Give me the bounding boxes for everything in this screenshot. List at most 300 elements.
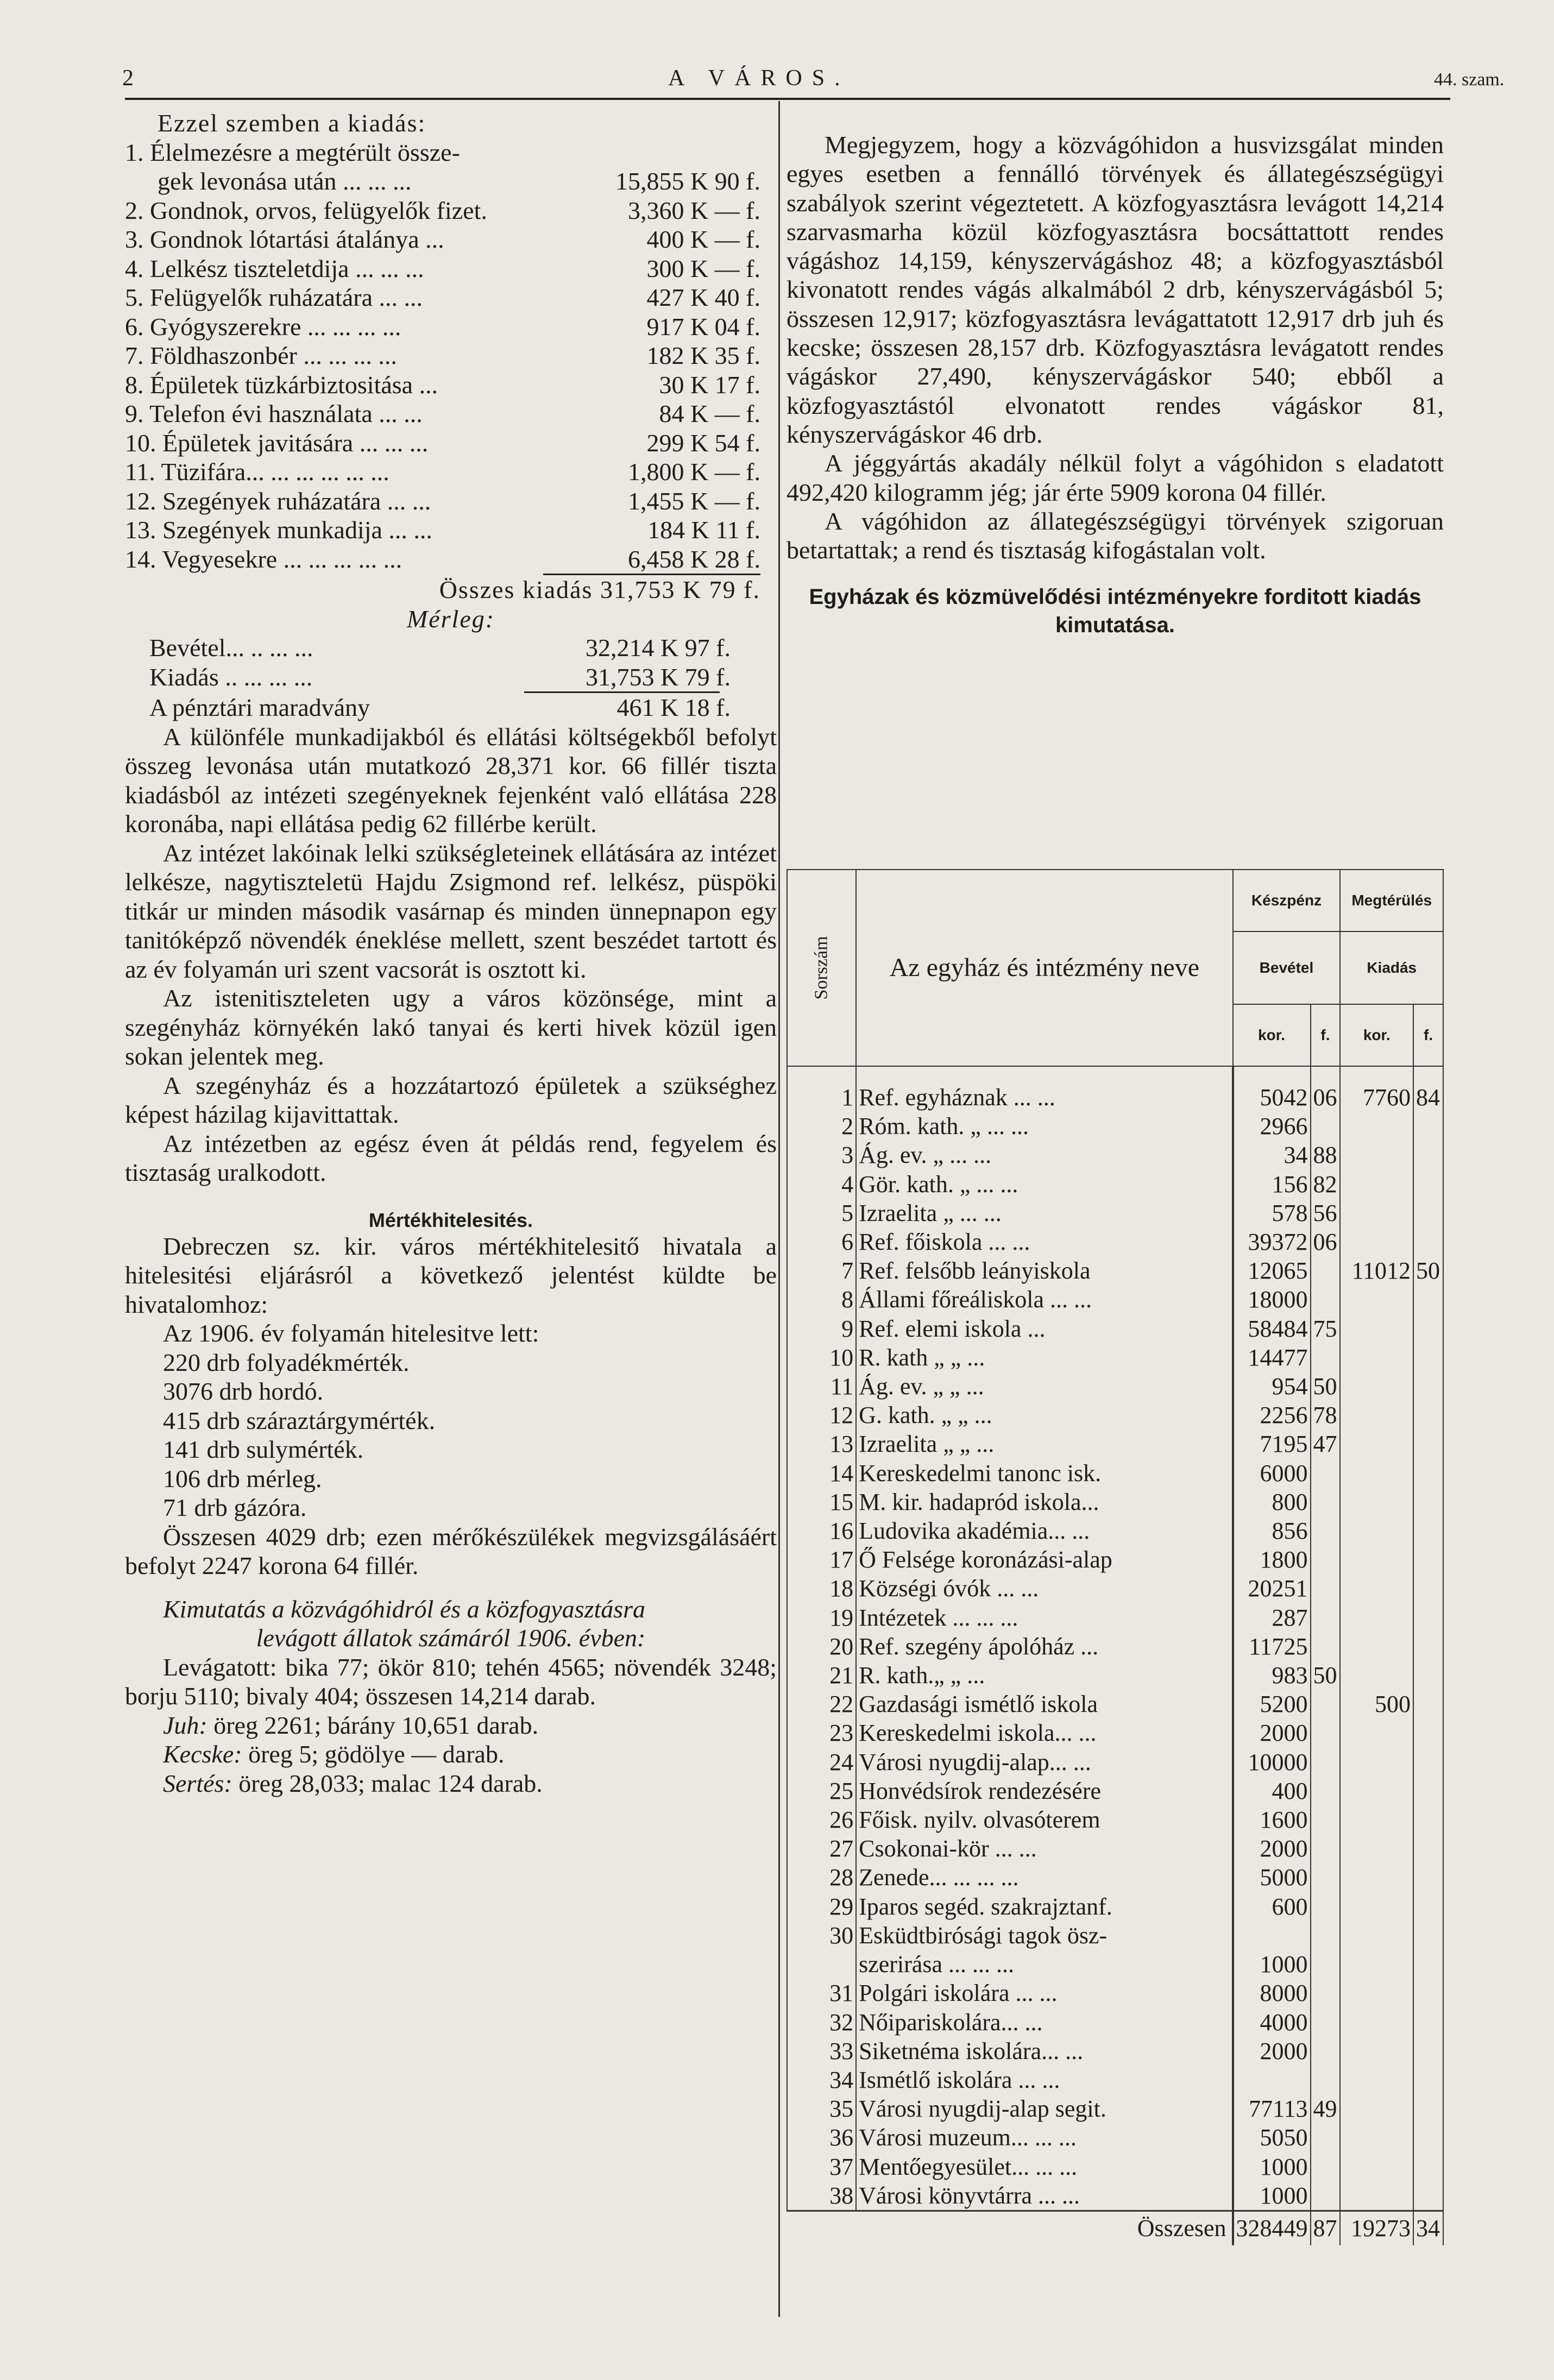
row-expense-kor bbox=[1340, 1372, 1413, 1401]
row-expense-kor bbox=[1340, 2008, 1413, 2037]
row-expense-kor bbox=[1340, 1430, 1413, 1458]
expense-label-cell bbox=[125, 225, 554, 254]
goat-text: öreg 5; gödölye — darab. bbox=[248, 1740, 505, 1768]
expense-label: Élelmezésre a megtérült össze- bbox=[150, 138, 460, 166]
row-expense-kor bbox=[1340, 1748, 1413, 1777]
row-number: 31 bbox=[787, 1979, 856, 2007]
table-row bbox=[787, 1170, 1443, 1199]
expense-row bbox=[125, 487, 777, 516]
row-expense-kor bbox=[1340, 1892, 1413, 1921]
balance-title: Mérleg: bbox=[406, 605, 495, 633]
row-expense-kor bbox=[1340, 1863, 1413, 1892]
row-name: Izraelita „ ... ... bbox=[856, 1199, 1232, 1227]
paragraph-slaughter: Levágatott: bika 77; ökör 810; tehén 4565; növendék 3248; borju 5110; bivaly 404; összesen 14,214 darab. bbox=[125, 1653, 777, 1710]
row-name: Városi könyvtárra ... ... bbox=[856, 2181, 1232, 2211]
expense-amount: 427 K 40 f. bbox=[646, 284, 760, 311]
row-expense-kor bbox=[1340, 1516, 1413, 1545]
row-expense-kor bbox=[1340, 2094, 1413, 2123]
row-expense-f bbox=[1413, 1718, 1443, 1747]
row-expense-kor: 500 bbox=[1340, 1690, 1413, 1718]
row-income-f bbox=[1311, 1863, 1341, 1892]
column-divider bbox=[778, 101, 780, 2317]
row-income-f: 50 bbox=[1311, 1372, 1341, 1401]
row-income-f bbox=[1311, 2037, 1341, 2066]
expense-number: 13. bbox=[125, 516, 156, 544]
expense-row bbox=[125, 312, 777, 342]
row-expense-f bbox=[1413, 1227, 1443, 1256]
total-expense-f: 34 bbox=[1413, 2211, 1443, 2245]
table-row bbox=[787, 1805, 1443, 1834]
expense-label-cell bbox=[125, 545, 554, 574]
row-income-f bbox=[1311, 1921, 1341, 1950]
row-number: 14 bbox=[787, 1459, 856, 1488]
row-income-kor: 12065 bbox=[1233, 1256, 1311, 1285]
row-expense-f bbox=[1413, 1950, 1443, 1979]
row-income-kor: 983 bbox=[1233, 1661, 1311, 1690]
row-income-kor: 800 bbox=[1233, 1488, 1311, 1516]
row-expense-kor bbox=[1340, 1545, 1413, 1574]
row-name: Siketnéma iskolára... ... bbox=[856, 2037, 1232, 2066]
table-row bbox=[787, 1863, 1443, 1892]
measure-item: 106 drb mérleg. bbox=[163, 1464, 322, 1493]
row-number: 15 bbox=[787, 1488, 856, 1516]
row-expense-kor: 7760 bbox=[1340, 1066, 1413, 1112]
measure-item: 71 drb gázóra. bbox=[163, 1494, 307, 1521]
pig-label: Sertés: bbox=[163, 1769, 232, 1797]
row-expense-kor bbox=[1340, 2066, 1413, 2094]
section-title-measures: Mértékhitelesités. bbox=[368, 1208, 533, 1231]
paragraph-inspection: Megjegyzem, hogy a közvágóhidon a husvizsgálat minden egyes esetben a fennálló törvények és állategészségügyi szabályok szerint végeztetett. A közfogyasztásra levágott 14,214 szarvasmarha közül közfogyasztásra bocsáttattott rendes vágáshoz 14,159, kényszervágáshoz 48; a közfogyasztásból kivonatott rendes vágás alkalmából 2 drb, kényszervágásból 5; összesen 12,917; közfogyasztásra levágattatott 12,917 drb juh és kecske; összesen 28,157 drb. Közfogyasztásra levágatott rendes vágáskor 27,490, kényszervágáskor 540; ebből a közfogyasztástól elvonatott rendes vágáskor 81, kényszervágáskor 46 drb. bbox=[787, 131, 1444, 448]
expense-row bbox=[125, 254, 777, 284]
expense-row bbox=[125, 225, 777, 254]
row-name: Honvédsírok rendezésére bbox=[856, 1777, 1232, 1805]
row-income-kor: 2000 bbox=[1233, 1718, 1311, 1747]
expense-amount: 1,455 K — f. bbox=[627, 487, 760, 515]
expense-number: 14. bbox=[125, 545, 156, 573]
expense-amount: 31,753 K 79 f. bbox=[585, 663, 731, 691]
row-income-kor: 18000 bbox=[1233, 1285, 1311, 1314]
expense-row bbox=[125, 429, 777, 458]
table-total-row bbox=[787, 2211, 1443, 2245]
row-income-f bbox=[1311, 1950, 1341, 1979]
expenses-total: Összes kiadás 31,753 K 79 f. bbox=[439, 576, 760, 603]
expense-label: Lelkész tiszteletdija ... ... ... bbox=[150, 254, 424, 282]
row-number: 24 bbox=[787, 1748, 856, 1777]
row-income-f bbox=[1311, 1488, 1341, 1516]
row-expense-kor bbox=[1340, 1979, 1413, 2007]
total-income-f: 87 bbox=[1311, 2211, 1341, 2245]
row-expense-f bbox=[1413, 1459, 1443, 1488]
table-row bbox=[787, 1488, 1443, 1516]
row-name: Polgári iskolára ... ... bbox=[856, 1979, 1232, 2007]
table-row bbox=[787, 1690, 1443, 1718]
sheep-label: Juh: bbox=[163, 1711, 207, 1739]
expense-label: Épületek tüzkárbiztositása ... bbox=[150, 370, 438, 399]
row-expense-f bbox=[1413, 1488, 1443, 1516]
table-row bbox=[787, 1372, 1443, 1401]
row-expense-f bbox=[1413, 1372, 1443, 1401]
row-name: Ág. ev. „ ... ... bbox=[856, 1141, 1232, 1169]
row-name: Állami főreáliskola ... ... bbox=[856, 1285, 1232, 1314]
row-income-f bbox=[1311, 1892, 1341, 1921]
col-group-refund: Megtérülés bbox=[1340, 870, 1443, 931]
table-row bbox=[787, 1343, 1443, 1372]
row-name: Ref. felsőbb leányiskola bbox=[856, 1256, 1232, 1285]
row-number: 22 bbox=[787, 1690, 856, 1718]
row-name: Mentőegyesület... ... ... bbox=[856, 2152, 1232, 2181]
expense-number: 8. bbox=[125, 370, 144, 399]
row-expense-f bbox=[1413, 1661, 1443, 1690]
table-row bbox=[787, 2094, 1443, 2123]
row-expense-kor: 11012 bbox=[1340, 1256, 1413, 1285]
table-row bbox=[787, 1950, 1443, 1979]
paragraph-year: Az 1906. év folyamán hitelesitve lett: bbox=[163, 1319, 539, 1347]
page-number: 2 bbox=[122, 66, 134, 91]
row-expense-f bbox=[1413, 1979, 1443, 2007]
row-number: 1 bbox=[787, 1066, 856, 1112]
row-name: Ismétlő iskolára ... ... bbox=[856, 2066, 1232, 2094]
stats-title-line-2: levágott állatok számáról 1906. évben: bbox=[256, 1624, 646, 1652]
row-expense-kor bbox=[1340, 1921, 1413, 1950]
row-name: Városi nyugdij-alap segit. bbox=[856, 2094, 1232, 2123]
row-expense-f bbox=[1413, 1863, 1443, 1892]
expense-list bbox=[125, 138, 777, 574]
row-number: 18 bbox=[787, 1574, 856, 1603]
col-header-income: Bevétel bbox=[1233, 931, 1341, 1004]
row-name: Főisk. nyilv. olvasóterem bbox=[856, 1805, 1232, 1834]
table-row bbox=[787, 1632, 1443, 1661]
row-income-f: 47 bbox=[1311, 1430, 1341, 1458]
row-name: Ref. szegény ápolóház ... bbox=[856, 1632, 1232, 1661]
row-name: Zenede... ... ... ... bbox=[856, 1863, 1232, 1892]
row-name: Gör. kath. „ ... ... bbox=[856, 1170, 1232, 1199]
row-expense-f bbox=[1413, 1343, 1443, 1372]
total-label: Összesen bbox=[787, 2211, 1233, 2245]
row-income-kor: 20251 bbox=[1233, 1574, 1311, 1603]
row-income-f: 82 bbox=[1311, 1170, 1341, 1199]
expense-amount: 6,458 K 28 f. bbox=[627, 545, 760, 573]
row-expense-kor bbox=[1340, 1112, 1413, 1141]
row-number: 11 bbox=[787, 1372, 856, 1401]
row-number: 38 bbox=[787, 2181, 856, 2211]
row-income-f bbox=[1311, 2066, 1341, 2094]
row-expense-kor bbox=[1340, 1603, 1413, 1632]
row-income-kor: 954 bbox=[1233, 1372, 1311, 1401]
row-expense-kor bbox=[1340, 1285, 1413, 1314]
row-expense-f bbox=[1413, 1777, 1443, 1805]
row-expense-kor bbox=[1340, 1343, 1413, 1372]
expense-label: Gondnok, orvos, felügyelők fizet. bbox=[150, 196, 487, 224]
unit-kor-1: kor. bbox=[1233, 1004, 1311, 1066]
table-row bbox=[787, 2008, 1443, 2037]
row-number: 13 bbox=[787, 1430, 856, 1458]
row-income-kor: 1000 bbox=[1233, 2181, 1311, 2211]
row-income-kor: 287 bbox=[1233, 1603, 1311, 1632]
row-expense-kor bbox=[1340, 1199, 1413, 1227]
row-expense-f bbox=[1413, 1285, 1443, 1314]
row-expense-f bbox=[1413, 2152, 1443, 2181]
row-expense-f bbox=[1413, 1314, 1443, 1343]
row-expense-kor bbox=[1340, 1170, 1413, 1199]
measure-item: 3076 drb hordó. bbox=[163, 1377, 324, 1405]
row-expense-f bbox=[1413, 1574, 1443, 1603]
row-income-kor: 2000 bbox=[1233, 2037, 1311, 2066]
table-row bbox=[787, 1430, 1443, 1458]
row-number: 23 bbox=[787, 1718, 856, 1747]
table-row bbox=[787, 1718, 1443, 1747]
paragraph-services: Az istenitiszteleten ugy a város közönsége, mint a szegényház környékén lakó tanyai és kerti hivek közül igen sokan jelentek meg. bbox=[125, 984, 777, 1070]
row-income-kor: 5042 bbox=[1233, 1066, 1311, 1112]
col-group-cash: Készpénz bbox=[1233, 870, 1341, 931]
row-income-kor: 2000 bbox=[1233, 1834, 1311, 1863]
row-number: 3 bbox=[787, 1141, 856, 1169]
row-number: 19 bbox=[787, 1603, 856, 1632]
expense-number: 7. bbox=[125, 342, 144, 369]
table-row bbox=[787, 1285, 1443, 1314]
row-expense-f bbox=[1413, 1401, 1443, 1430]
row-income-kor: 156 bbox=[1233, 1170, 1311, 1199]
row-income-kor: 4000 bbox=[1233, 2008, 1311, 2037]
table-title: Egyházak és közmüvelődési intézményekre forditott kiadás kimutatása. bbox=[809, 585, 1421, 638]
expense-amount: 15,855 K 90 f. bbox=[615, 167, 760, 195]
expense-amount: 299 K 54 f. bbox=[646, 429, 760, 457]
row-number: 20 bbox=[787, 1632, 856, 1661]
row-income-kor: 400 bbox=[1233, 1777, 1311, 1805]
row-expense-kor bbox=[1340, 1314, 1413, 1343]
row-expense-kor bbox=[1340, 1488, 1413, 1516]
row-number: 12 bbox=[787, 1401, 856, 1430]
expense-label: Földhaszonbér ... ... ... ... bbox=[150, 342, 397, 369]
goat-label: Kecske: bbox=[163, 1740, 242, 1768]
row-number: 25 bbox=[787, 1777, 856, 1805]
expense-number: 12. bbox=[125, 487, 156, 515]
expense-label: Épületek javitására ... ... ... bbox=[162, 429, 429, 457]
row-number: 16 bbox=[787, 1516, 856, 1545]
expense-row bbox=[125, 341, 777, 370]
sheep-text: öreg 2261; bárány 10,651 darab. bbox=[213, 1711, 539, 1739]
row-number: 35 bbox=[787, 2094, 856, 2123]
expense-label: Szegények munkadija ... ... bbox=[162, 516, 432, 544]
expense-amount: 400 K — f. bbox=[646, 225, 760, 253]
row-number: 4 bbox=[787, 1170, 856, 1199]
row-income-kor: 34 bbox=[1233, 1141, 1311, 1169]
balance-expense-row bbox=[125, 663, 777, 692]
remainder-label: A pénztári maradvány bbox=[149, 694, 370, 721]
measure-item: 141 drb sulymérték. bbox=[163, 1435, 364, 1463]
table-row bbox=[787, 1516, 1443, 1545]
row-number: 34 bbox=[787, 2066, 856, 2094]
row-number: 5 bbox=[787, 1199, 856, 1227]
row-income-f bbox=[1311, 1574, 1341, 1603]
row-expense-f bbox=[1413, 2094, 1443, 2123]
row-income-kor: 10000 bbox=[1233, 1748, 1311, 1777]
row-number: 29 bbox=[787, 1892, 856, 1921]
row-name: Kereskedelmi tanonc isk. bbox=[856, 1459, 1232, 1488]
row-name: Nőipariskolára... ... bbox=[856, 2008, 1232, 2037]
expense-label-cell bbox=[125, 283, 554, 312]
expense-row bbox=[125, 167, 777, 196]
table-row bbox=[787, 1314, 1443, 1343]
expense-label: Vegyesekre ... ... ... ... ... bbox=[162, 545, 402, 573]
row-number: 8 bbox=[787, 1285, 856, 1314]
expense-label-cell bbox=[125, 370, 554, 400]
balance-income-row bbox=[125, 633, 777, 663]
row-expense-f bbox=[1413, 1603, 1443, 1632]
row-income-f bbox=[1311, 1459, 1341, 1488]
row-expense-kor bbox=[1340, 1141, 1413, 1169]
row-income-f bbox=[1311, 2008, 1341, 2037]
expense-number: 3. bbox=[125, 225, 144, 253]
table-row bbox=[787, 2152, 1443, 2181]
expense-number: 2. bbox=[125, 196, 144, 224]
row-income-f: 88 bbox=[1311, 1141, 1341, 1169]
row-expense-kor bbox=[1340, 2123, 1413, 2152]
row-income-kor: 14477 bbox=[1233, 1343, 1311, 1372]
table-row bbox=[787, 1834, 1443, 1863]
row-number bbox=[787, 1950, 856, 1979]
expense-first-line bbox=[125, 138, 777, 167]
expense-label-continued: gek levonása után ... ... ... bbox=[158, 167, 412, 195]
table-row bbox=[787, 1401, 1443, 1430]
row-number: 10 bbox=[787, 1343, 856, 1372]
table-row bbox=[787, 2181, 1443, 2211]
expense-label: Telefon évi használata ... ... bbox=[149, 400, 423, 427]
table-row bbox=[787, 1256, 1443, 1285]
row-number: 9 bbox=[787, 1314, 856, 1343]
table-row bbox=[787, 1603, 1443, 1632]
row-number: 27 bbox=[787, 1834, 856, 1863]
expense-row bbox=[125, 196, 777, 225]
table-row bbox=[787, 1574, 1443, 1603]
row-name: Ág. ev. „ „ ... bbox=[856, 1372, 1232, 1401]
row-income-f: 75 bbox=[1311, 1314, 1341, 1343]
goat-line bbox=[125, 1740, 777, 1769]
row-name: G. kath. „ „ ... bbox=[856, 1401, 1232, 1430]
paragraph-ice: A jéggyártás akadály nélkül folyt a vágóhidon s eladatott 492,420 kilogramm jég; jár érte 5909 korona 04 fillér. bbox=[787, 449, 1444, 506]
row-name: Gazdasági ismétlő iskola bbox=[856, 1690, 1232, 1718]
expense-number: 9. bbox=[125, 400, 144, 427]
expense-number: 5. bbox=[125, 284, 144, 311]
row-number: 37 bbox=[787, 2152, 856, 2181]
stats-title-line-1: Kimutatás a közvágóhidról és a közfogyasztásra bbox=[163, 1595, 646, 1623]
row-expense-f bbox=[1413, 1834, 1443, 1863]
expense-label: Gyógyszerekre ... ... ... ... bbox=[150, 312, 401, 341]
col-header-expense: Kiadás bbox=[1340, 931, 1443, 1004]
expense-label: Felügyelők ruházatára ... ... bbox=[150, 284, 423, 311]
row-income-kor: 578 bbox=[1233, 1199, 1311, 1227]
row-name: Csokonai-kör ... ... bbox=[856, 1834, 1232, 1863]
row-name: Ő Felsége koronázási-alap bbox=[856, 1545, 1232, 1574]
row-income-kor: 1800 bbox=[1233, 1545, 1311, 1574]
expense-label-cell bbox=[125, 196, 554, 225]
row-expense-f bbox=[1413, 2066, 1443, 2094]
row-expense-f bbox=[1413, 2037, 1443, 2066]
row-income-f bbox=[1311, 1516, 1341, 1545]
expense-label-cell bbox=[125, 254, 554, 284]
expense-label: Kiadás .. ... ... ... bbox=[149, 663, 313, 691]
row-income-f bbox=[1311, 1632, 1341, 1661]
row-income-kor: 39372 bbox=[1233, 1227, 1311, 1256]
measure-item: 415 drb száraztárgymérték. bbox=[163, 1406, 436, 1434]
row-income-kor: 2256 bbox=[1233, 1401, 1311, 1430]
expense-amount: 84 K — f. bbox=[659, 400, 760, 427]
expense-label: Gondnok lótartási átalánya ... bbox=[150, 225, 444, 253]
row-expense-f bbox=[1413, 1690, 1443, 1718]
table-row bbox=[787, 1979, 1443, 2007]
table-row bbox=[787, 2037, 1443, 2066]
table-row bbox=[787, 1892, 1443, 1921]
row-name: Izraelita „ „ ... bbox=[856, 1430, 1232, 1458]
table-row bbox=[787, 1112, 1443, 1141]
row-expense-f bbox=[1413, 2123, 1443, 2152]
row-income-f bbox=[1311, 2181, 1341, 2211]
row-name: Ref. elemi iskola ... bbox=[856, 1314, 1232, 1343]
row-income-f bbox=[1311, 1748, 1341, 1777]
table-row bbox=[787, 1459, 1443, 1488]
row-expense-f bbox=[1413, 1805, 1443, 1834]
expense-number: 6. bbox=[125, 312, 144, 341]
row-name: Esküdtbirósági tagok ösz- bbox=[856, 1921, 1232, 1950]
row-name: Ref. főiskola ... ... bbox=[856, 1227, 1232, 1256]
row-name: Városi nyugdij-alap... ... bbox=[856, 1748, 1232, 1777]
table-row bbox=[787, 1227, 1443, 1256]
row-income-kor: 5000 bbox=[1233, 1863, 1311, 1892]
row-income-f bbox=[1311, 1979, 1341, 2007]
row-income-f: 56 bbox=[1311, 1199, 1341, 1227]
row-income-f: 49 bbox=[1311, 2094, 1341, 2123]
sheep-line bbox=[125, 1711, 777, 1740]
expense-number: 10. bbox=[125, 429, 156, 457]
row-expense-f bbox=[1413, 1632, 1443, 1661]
table-row bbox=[787, 1066, 1443, 1112]
row-expense-f bbox=[1413, 1545, 1443, 1574]
col-header-name: Az egyház és intézmény neve bbox=[856, 870, 1232, 1066]
table-row bbox=[787, 1921, 1443, 1950]
paragraph-order: Az intézetben az egész éven át példás rend, fegyelem és tisztaság uralkodott. bbox=[125, 1129, 777, 1186]
row-number: 6 bbox=[787, 1227, 856, 1256]
row-income-f bbox=[1311, 2152, 1341, 2181]
expense-label-cell bbox=[125, 515, 554, 545]
row-expense-kor bbox=[1340, 1661, 1413, 1690]
table-row bbox=[787, 1661, 1443, 1690]
row-income-f bbox=[1311, 1545, 1341, 1574]
row-income-f bbox=[1311, 1343, 1341, 1372]
row-number: 26 bbox=[787, 1805, 856, 1834]
row-income-f bbox=[1311, 1285, 1341, 1314]
row-name: Róm. kath. „ ... ... bbox=[856, 1112, 1232, 1141]
table-row bbox=[787, 1141, 1443, 1169]
row-expense-kor bbox=[1340, 1227, 1413, 1256]
row-name: Városi muzeum... ... ... bbox=[856, 2123, 1232, 2152]
row-expense-f bbox=[1413, 1516, 1443, 1545]
expense-row bbox=[125, 545, 777, 574]
paragraph-spiritual: Az intézet lakóinak lelki szükségleteinek ellátására az intézet lelkésze, nagytiszteletü Hajdu Zsigmond ref. lelkész, püspöki titkár ur minden második vasárnap és minden ünnepnapon egy tanitóképző növendék éneklése mellett, szent beszédet tartott és az év folyamán uri szent vacsorát is osztott ki. bbox=[125, 839, 777, 983]
journal-title: A VÁROS. bbox=[668, 66, 850, 91]
table-row bbox=[787, 1199, 1443, 1227]
expense-number: 4. bbox=[125, 254, 144, 282]
measure-list bbox=[125, 1348, 777, 1522]
row-income-f bbox=[1311, 1777, 1341, 1805]
table-row bbox=[787, 2123, 1443, 2152]
paragraph-cost: A különféle munkadijakból és ellátási költségekből befolyt összeg levonása után mutatkozó 28,371 kor. 66 fillér tiszta kiadásból az intézeti szegényeknek fejenként való ellátása 228 koronába, napi ellátása pedig 62 fillérbe került. bbox=[125, 722, 777, 838]
unit-f-2: f. bbox=[1413, 1004, 1443, 1066]
row-number: 2 bbox=[787, 1112, 856, 1141]
expense-amount: 182 K 35 f. bbox=[646, 342, 760, 369]
paragraph-repairs: A szegényház és a hozzátartozó épületek a szükséghez képest házilag kijavittattak. bbox=[125, 1071, 777, 1128]
expense-amount: 300 K — f. bbox=[646, 254, 760, 282]
row-income-f: 50 bbox=[1311, 1661, 1341, 1690]
row-number: 32 bbox=[787, 2008, 856, 2037]
